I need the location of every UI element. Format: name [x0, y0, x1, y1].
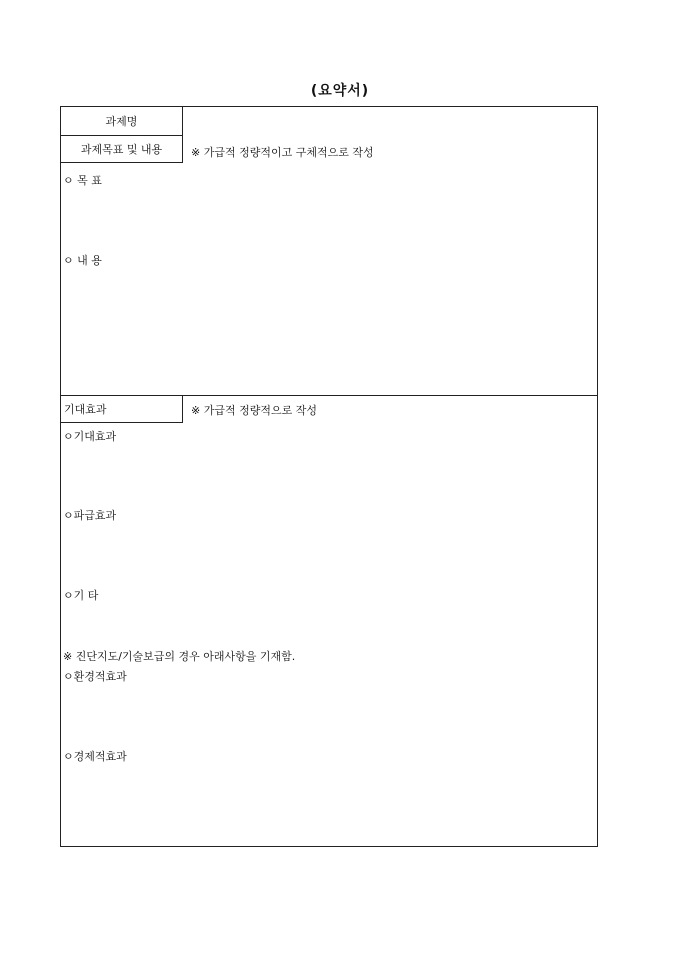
goal-item: ㅇ 목 표	[63, 174, 102, 187]
economic-effect-item: ㅇ경제적효과	[63, 750, 127, 763]
section1-note: ※ 가급적 정량적이고 구체적으로 작성	[191, 146, 374, 159]
project-name-label: 과제명	[60, 106, 183, 136]
diagnosis-notice: ※ 진단지도/기술보급의 경우 아래사항을 기재함.	[63, 650, 296, 663]
section1-label: 과제목표 및 내용	[60, 135, 183, 163]
summary-table	[60, 106, 598, 847]
section2-note: ※ 가급적 정량적으로 작성	[191, 404, 317, 417]
other-item: ㅇ기 타	[63, 589, 99, 602]
section2-label: 기대효과	[60, 395, 183, 423]
ripple-effect-item: ㅇ파급효과	[63, 509, 117, 522]
content-item: ㅇ 내 용	[63, 254, 102, 267]
environmental-effect-item: ㅇ환경적효과	[63, 670, 127, 683]
page-title: (요약서)	[310, 83, 370, 99]
project-name-value[interactable]	[190, 114, 590, 130]
expected-effect-item: ㅇ기대효과	[63, 430, 117, 443]
